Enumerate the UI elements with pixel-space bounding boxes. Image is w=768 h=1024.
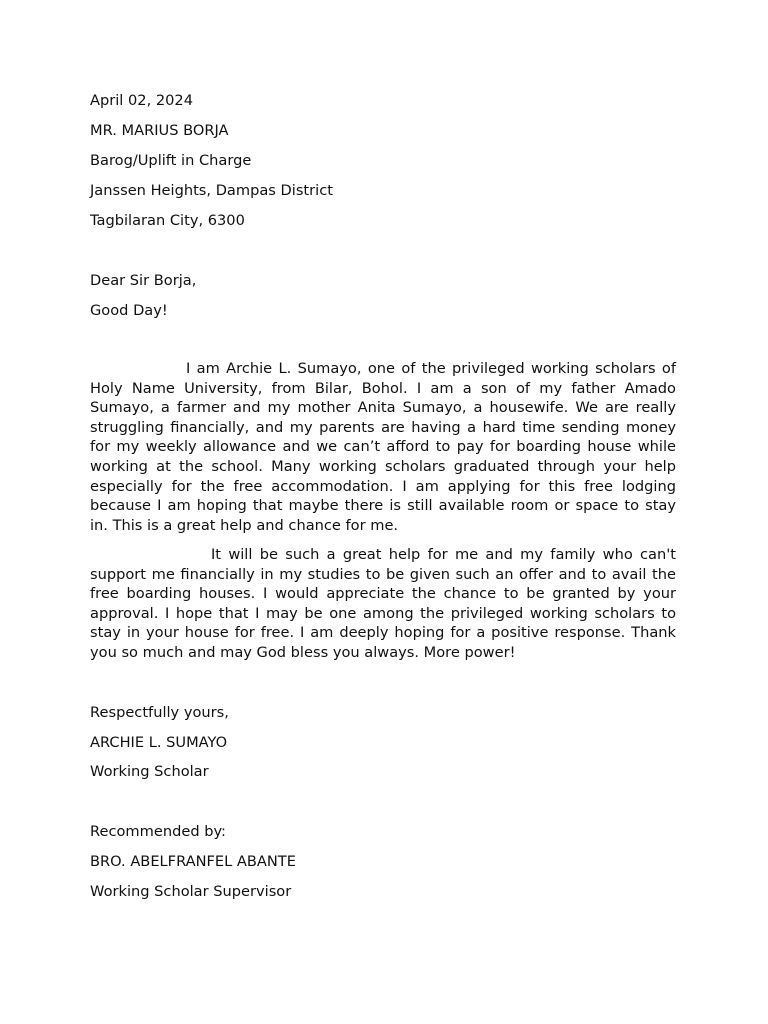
salutation: Dear Sir Borja, [90, 272, 197, 289]
letter-date: April 02, 2024 [90, 92, 193, 109]
greeting: Good Day! [90, 302, 168, 319]
body-paragraph-2: It will be such a great help for me and my family who can't support me financially in my studies to be given such an offer and to avail the free boarding houses. I would appreciate the chance to be granted by your approval. I hope that I may be one among the privileged working scholars to stay in your house for free. I am deeply hoping for a positive response. Thank you so much and may God bless you always. More power! [90, 546, 676, 661]
recommender-title: Working Scholar Supervisor [90, 883, 292, 900]
sender-name: ARCHIE L. SUMAYO [90, 734, 228, 751]
sender-title: Working Scholar [90, 763, 209, 780]
recommendation-label: Recommended by: [90, 823, 226, 840]
recommender-name: BRO. ABELFRANFEL ABANTE [90, 853, 296, 870]
recipient-position: Barog/Uplift in Charge [90, 152, 252, 169]
recipient-name: MR. MARIUS BORJA [90, 122, 229, 139]
body-paragraph-1: I am Archie L. Sumayo, one of the privileged working scholars of Holy Name University, from Bilar, Bohol. I am a son of my father Amado Sumayo, a farmer and my mother Anita Sumayo, a housewife. We are really struggling financially, and my parents are having a hard time sending money for my weekly allowance and we can’t afford to pay for boarding house while working at the school. Many working scholars graduated through your help especially for the free accommodation. I am applying for this free lodging because I am hoping that maybe there is still available room or space to stay in. This is a great help and chance for me. [90, 360, 676, 534]
recipient-address-line-2: Tagbilaran City, 6300 [90, 212, 245, 229]
closing: Respectfully yours, [90, 704, 229, 721]
recipient-address-line-1: Janssen Heights, Dampas District [90, 182, 333, 199]
